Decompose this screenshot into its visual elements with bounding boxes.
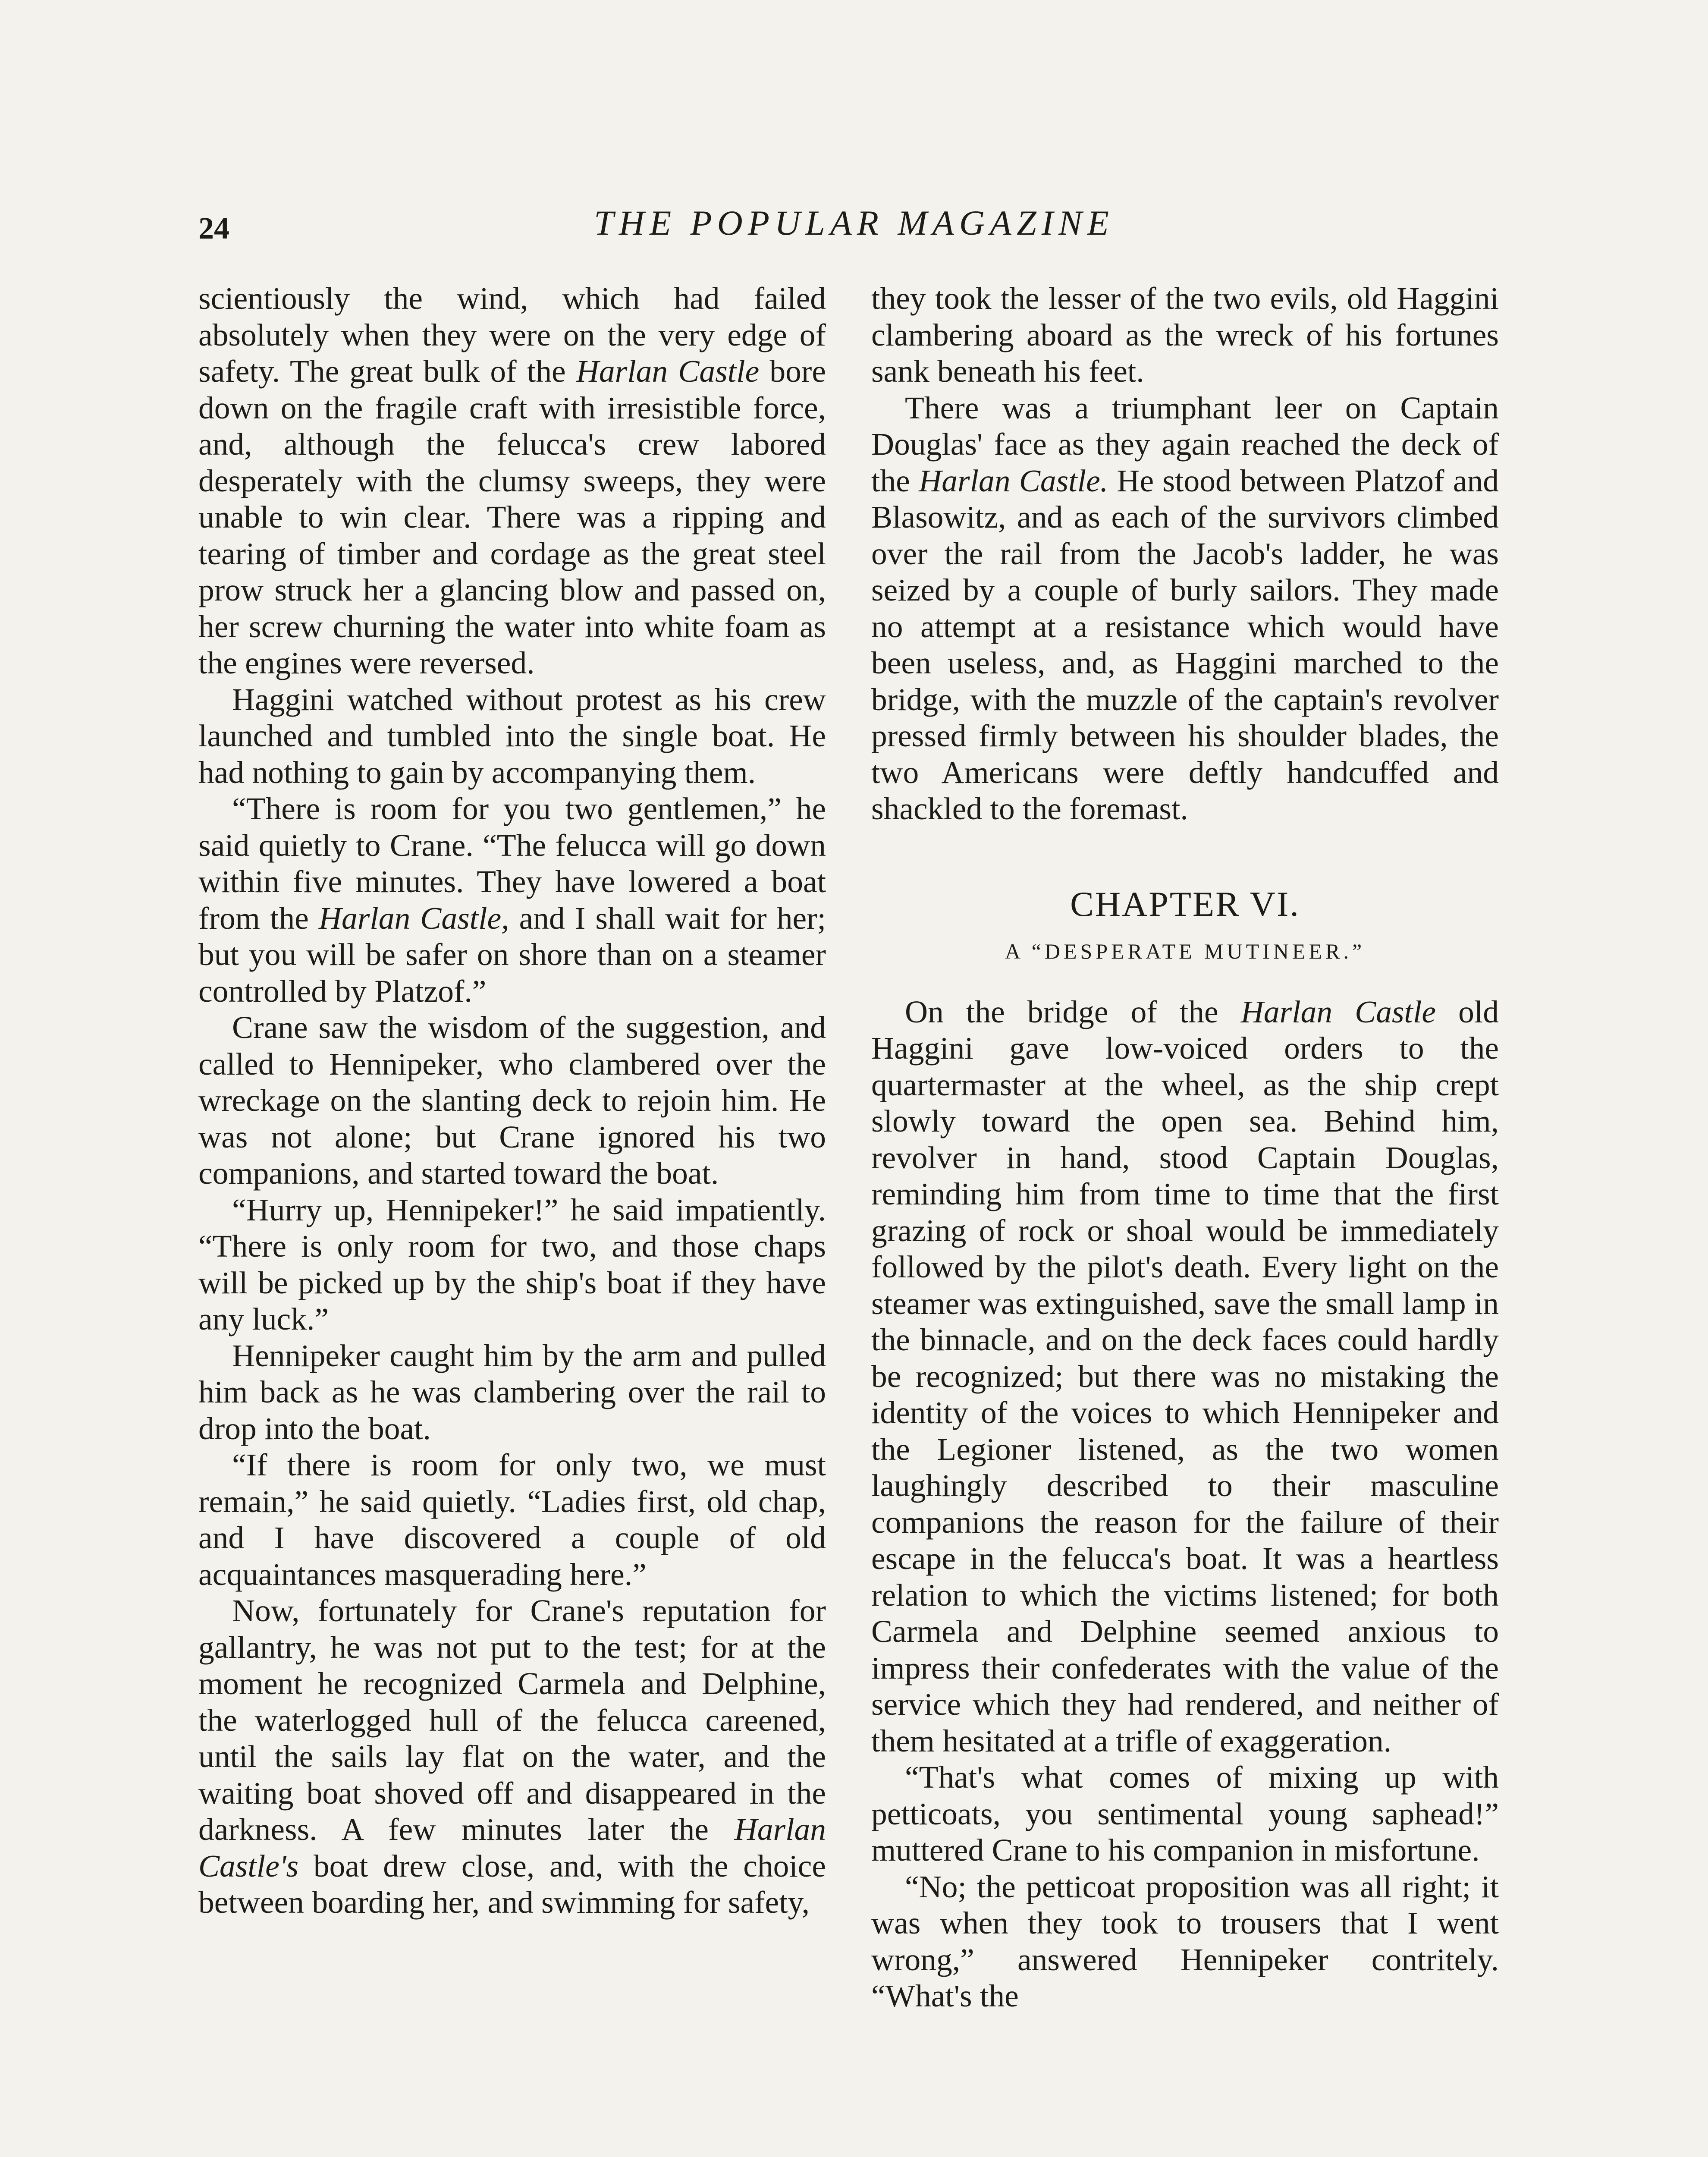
magazine-title: THE POPULAR MAGAZINE	[594, 203, 1114, 242]
paragraph: scientiously the wind, which had failed absolutely when they were on the very edge of safety. The great bulk of the Harlan Castle bore down on the fragile craft with irresistible force, and, although the felucca's crew labored desperately with the clumsy sweeps, they were unable to win clear. There was a ripping and tearing of timber and cordage as the great steel prow struck her a glancing blow and passed on, her screw churning the water into white foam as the engines were reversed.	[198, 281, 826, 680]
paragraph: Hennipeker caught him by the arm and pulled him back as he was clambering over the rail to drop into the boat.	[198, 1338, 826, 1446]
paragraph: “There is room for you two gentlemen,” he said quietly to Crane. “The felucca will go down within five minutes. They have lowered a boat from the Harlan Castle, and I shall wait for her; but you will be safer on shore than on a steamer controlled by Platzof.”	[198, 791, 826, 1009]
chapter-subtitle: A “DESPERATE MUTINEER.”	[1005, 939, 1366, 963]
paragraph: “No; the petticoat proposition was all right; it was when they took to trousers that I went wrong,” answered Hennipeker contritely. “What's the	[871, 1869, 1499, 2013]
page-header	[198, 203, 1510, 263]
paragraph: Crane saw the wisdom of the suggestion, and called to Hennipeker, who clambered over the wreckage on the slanting deck to rejoin him. He was not alone; but Crane ignored his two companions, and started toward the boat.	[198, 1010, 826, 1191]
left-column	[198, 280, 826, 2157]
paragraph: Now, fortunately for Crane's reputation for gallantry, he was not put to the test; for at the moment he recognized Carmela and Delphine, the waterlogged hull of the felucca careened, until the sails lay flat on the water, and the waiting boat shoved off and disappeared in the darkness. A few minutes later the Harlan Castle's boat drew close, and, with the choice between boarding her, and swimming for safety,	[198, 1593, 826, 1920]
paragraph: they took the lesser of the two evils, old Haggini clambering aboard as the wreck of his fortunes sank beneath his feet.	[871, 281, 1499, 389]
paragraph: “If there is room for only two, we must remain,” he said quietly. “Ladies first, old chap, and I have discovered a couple of old acquaintances masquerading here.”	[198, 1447, 826, 1592]
right-column-lower	[871, 994, 1499, 2015]
paragraph: Haggini watched without protest as his crew launched and tumbled into the single boat. He had nothing to gain by accompanying them.	[198, 682, 826, 790]
right-column	[871, 280, 1499, 2157]
page-number: 24	[198, 211, 229, 245]
paragraph: “Hurry up, Hennipeker!” he said impatiently. “There is only room for two, and those chaps will be picked up by the ship's boat if they have any luck.”	[198, 1192, 826, 1336]
paragraph: “That's what comes of mixing up with petticoats, you sentimental young saphead!” muttered Crane to his companion in misfortune.	[871, 1760, 1499, 1868]
paragraph: On the bridge of the Harlan Castle old Haggini gave low-voiced orders to the quartermaster at the wheel, as the ship crept slowly toward the open sea. Behind him, revolver in hand, stood Captain Douglas, reminding him from time to time that the first grazing of rock or shoal would be immediately followed by the pilot's death. Every light on the steamer was extinguished, save the small lamp in the binnacle, and on the deck faces could hardly be recognized; but there was no mistaking the identity of the voices to which Hennipeker and the Legioner listened, as the two women laughingly described to their masculine companions the reason for the failure of their escape in the felucca's boat. It was a heartless relation to which the victims listened; for both Carmela and Delphine seemed anxious to impress their confederates with the value of the service which they had rendered, and neither of them hesitated at a trifle of exaggeration.	[871, 994, 1499, 1758]
paragraph: There was a triumphant leer on Captain Douglas' face as they again reached the deck of the Harlan Castle. He stood between Platzof and Blasowitz, and as each of the survivors climbed over the rail from the Jacob's ladder, he was seized by a couple of burly sailors. They made no attempt at a resistance which would have been useless, and, as Haggini marched to the bridge, with the muzzle of the captain's revolver pressed firmly between his shoulder blades, the two Americans were deftly handcuffed and shackled to the foremast.	[871, 390, 1499, 826]
chapter-heading: CHAPTER VI.	[1070, 884, 1300, 924]
right-column-upper	[871, 280, 1499, 827]
